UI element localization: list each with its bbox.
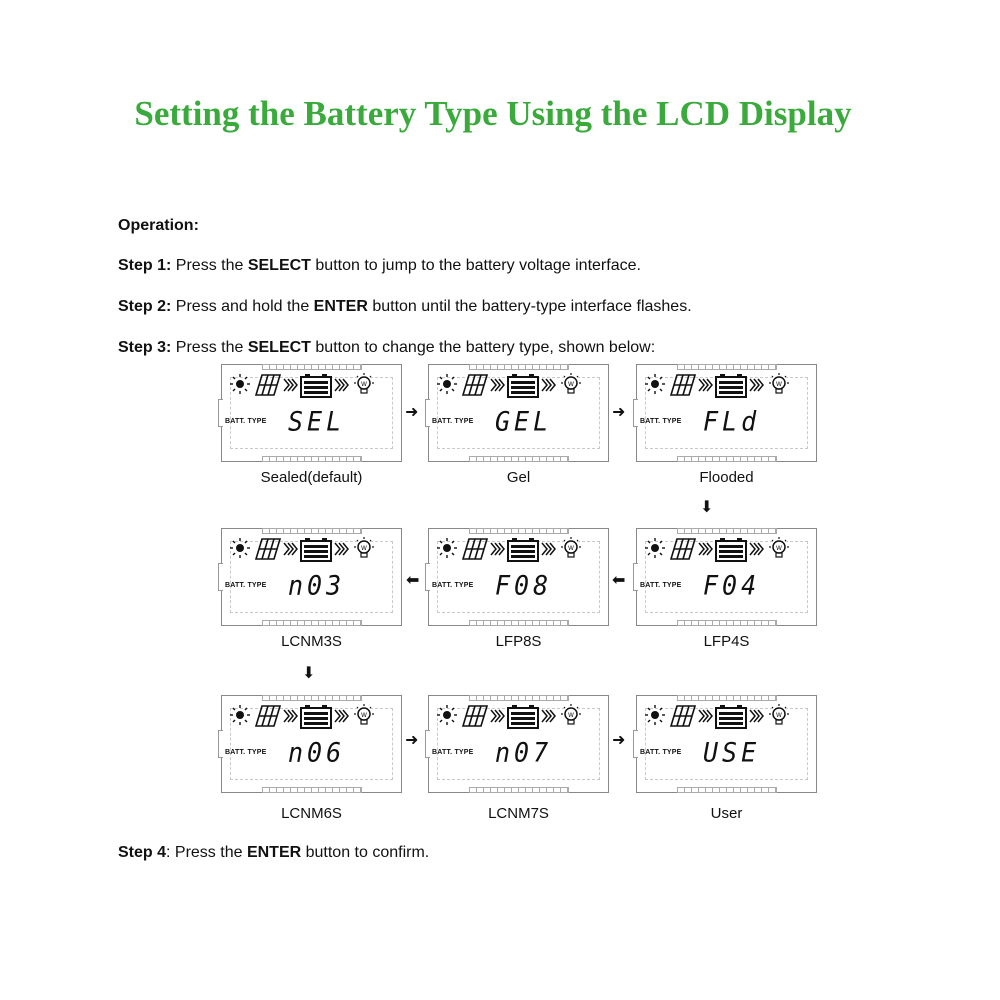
operation-heading: Operation:	[118, 217, 199, 234]
step-2: Step 2: Press and hold the ENTER button until the battery-type interface flashes.	[118, 298, 692, 315]
panel-label: Flooded	[699, 469, 754, 486]
lcd-status-icons	[437, 537, 587, 563]
arrow-down-icon: ⬇	[700, 499, 714, 516]
lcd-panel-lcnm3s	[221, 528, 402, 626]
lcd-code: n03	[288, 570, 346, 601]
panel-label: User	[710, 805, 743, 822]
page-title: Setting the Battery Type Using the LCD Display	[134, 94, 852, 133]
panel-label: Sealed(default)	[260, 469, 363, 486]
batt-type-label: BATT. TYPE	[432, 418, 474, 425]
lcd-panel-lcnm7s	[428, 695, 609, 793]
arrow-down-icon: ⬇	[302, 665, 316, 682]
panel-label: LCNM7S	[488, 805, 549, 822]
lcd-status-icons	[645, 537, 795, 563]
batt-type-label: BATT. TYPE	[640, 749, 682, 756]
panel-label: Gel	[506, 469, 531, 486]
panel-label: LFP8S	[495, 633, 542, 650]
lcd-code: F04	[703, 570, 761, 601]
lcd-code: n06	[288, 737, 346, 768]
panel-label: LCNM3S	[281, 633, 342, 650]
panel-label: LCNM6S	[281, 805, 342, 822]
lcd-status-icons	[645, 704, 795, 730]
lcd-panel-lfp8s	[428, 528, 609, 626]
lcd-panel-lcnm6s	[221, 695, 402, 793]
batt-type-label: BATT. TYPE	[640, 582, 682, 589]
lcd-panel-user	[636, 695, 817, 793]
lcd-status-icons	[230, 537, 380, 563]
lcd-code: FLd	[703, 406, 761, 437]
batt-type-label: BATT. TYPE	[225, 749, 267, 756]
lcd-code: GEL	[495, 406, 553, 437]
lcd-status-icons	[230, 704, 380, 730]
step-1: Step 1: Press the SELECT button to jump to the battery voltage interface.	[118, 257, 641, 274]
arrow-right-icon: ➜	[405, 404, 419, 421]
lcd-code: SEL	[288, 406, 346, 437]
arrow-right-icon: ➜	[405, 732, 419, 749]
lcd-panel-lfp4s	[636, 528, 817, 626]
lcd-code: F08	[495, 570, 553, 601]
batt-type-label: BATT. TYPE	[432, 749, 474, 756]
lcd-status-icons	[645, 373, 795, 399]
batt-type-label: BATT. TYPE	[225, 582, 267, 589]
lcd-status-icons	[230, 373, 380, 399]
batt-type-label: BATT. TYPE	[432, 582, 474, 589]
lcd-panel-gel	[428, 364, 609, 462]
step-4: Step 4: Press the ENTER button to confirm.	[118, 844, 430, 861]
lcd-panel-sealed	[221, 364, 402, 462]
batt-type-label: BATT. TYPE	[640, 418, 682, 425]
lcd-panel-flooded	[636, 364, 817, 462]
lcd-code: n07	[495, 737, 553, 768]
arrow-right-icon: ➜	[612, 404, 626, 421]
step-3: Step 3: Press the SELECT button to change the battery type, shown below:	[118, 339, 656, 356]
lcd-code: USE	[703, 737, 761, 768]
lcd-status-icons	[437, 373, 587, 399]
arrow-left-icon: ⬅	[406, 572, 420, 589]
batt-type-label: BATT. TYPE	[225, 418, 267, 425]
panel-label: LFP4S	[703, 633, 750, 650]
arrow-left-icon: ⬅	[612, 572, 626, 589]
arrow-right-icon: ➜	[612, 732, 626, 749]
lcd-status-icons	[437, 704, 587, 730]
